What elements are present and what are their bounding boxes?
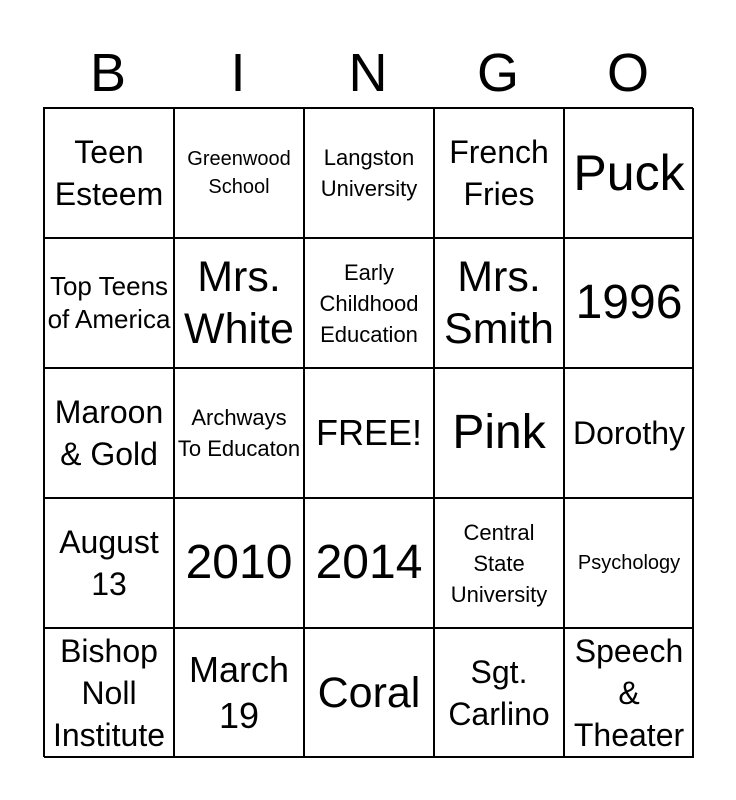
bingo-cell[interactable]	[44, 108, 174, 238]
cell-text: 2014	[315, 536, 423, 589]
bingo-header	[43, 40, 693, 106]
cell-text: Mrs. White	[184, 253, 294, 353]
cell-text: 1996	[575, 276, 683, 329]
bingo-cell free-space[interactable]	[304, 368, 434, 498]
cell-text: Bishop Noll Institute	[52, 633, 166, 753]
header-letter-g: G	[476, 43, 519, 103]
cell-text: 2010	[185, 536, 293, 589]
cell-text: Dorothy	[572, 415, 686, 451]
cell-text: Langston University	[320, 145, 418, 201]
cell-text: Top Teens of America	[47, 271, 171, 334]
cell-text: Central State University	[450, 519, 548, 607]
bingo-cell[interactable]	[304, 108, 434, 238]
bingo-cell[interactable]	[564, 108, 694, 238]
cell-text: FREE!	[315, 412, 422, 453]
bingo-cell[interactable]	[564, 368, 694, 498]
header-letter-o: O	[606, 43, 649, 103]
bingo-cell[interactable]	[434, 498, 564, 628]
bingo-cell[interactable]	[434, 238, 564, 368]
bingo-cell[interactable]	[174, 108, 304, 238]
bingo-cell[interactable]	[44, 238, 174, 368]
cell-text: Pink	[452, 406, 546, 459]
cell-text: Puck	[573, 145, 685, 201]
header-letter-i: I	[230, 43, 246, 103]
cell-text: Sgt. Carlino	[448, 654, 550, 732]
cell-text: Mrs. Smith	[444, 253, 554, 353]
bingo-cell[interactable]	[44, 628, 174, 758]
bingo-cell[interactable]	[434, 108, 564, 238]
bingo-cell[interactable]	[44, 498, 174, 628]
bingo-cell[interactable]	[434, 628, 564, 758]
cell-text: Speech & Theater	[573, 633, 685, 753]
bingo-cell[interactable]	[174, 628, 304, 758]
cell-text: French Fries	[449, 134, 549, 212]
bingo-cell[interactable]	[174, 238, 304, 368]
bingo-cell[interactable]	[174, 368, 304, 498]
bingo-cell[interactable]	[564, 498, 694, 628]
bingo-cell[interactable]	[304, 238, 434, 368]
bingo-cell[interactable]	[174, 498, 304, 628]
bingo-cell[interactable]	[564, 628, 694, 758]
bingo-grid	[43, 107, 693, 757]
cell-text: Coral	[317, 669, 421, 717]
cell-text: Archways To Educaton	[177, 405, 301, 461]
header-letter-b: B	[89, 43, 127, 103]
header-letter-n: N	[348, 43, 388, 103]
bingo-cell[interactable]	[434, 368, 564, 498]
cell-text: August 13	[59, 524, 159, 602]
bingo-cell[interactable]	[304, 498, 434, 628]
bingo-cell[interactable]	[304, 628, 434, 758]
bingo-cell[interactable]	[44, 368, 174, 498]
cell-text: Maroon & Gold	[54, 394, 164, 472]
cell-text: Teen Esteem	[54, 134, 164, 212]
cell-text: March 19	[188, 649, 290, 736]
bingo-cell[interactable]	[564, 238, 694, 368]
cell-text: Psychology	[577, 552, 681, 574]
cell-text: Early Childhood Education	[319, 259, 419, 347]
cell-text: Greenwood School	[187, 148, 291, 198]
